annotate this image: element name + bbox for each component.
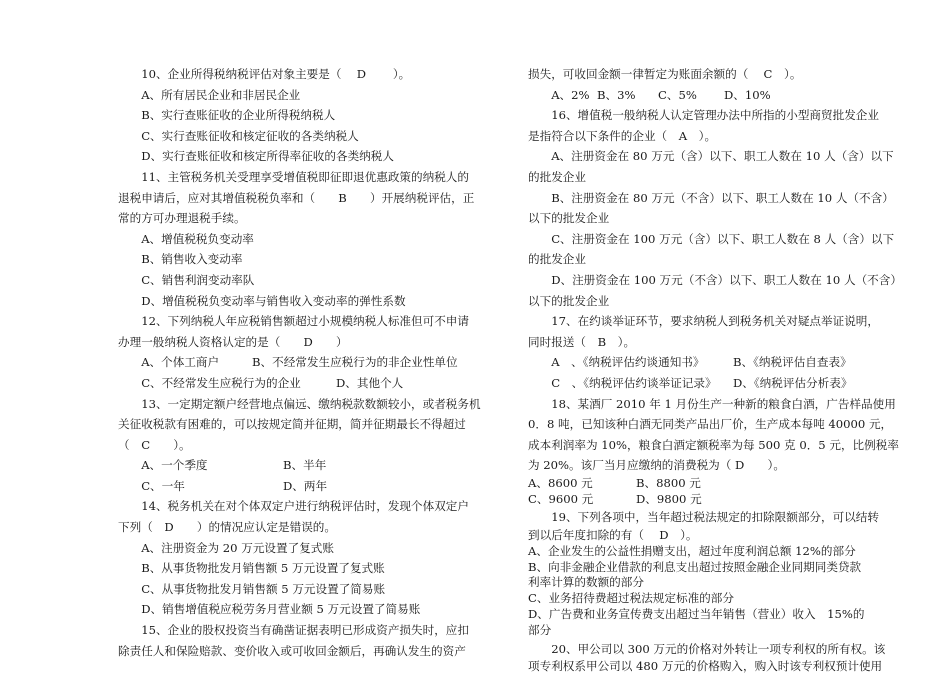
- text-line: 19、下列各项中，当年超过税法规定的扣除限额部分，可以结转: [528, 510, 879, 525]
- text-line: [118, 476, 462, 497]
- text-line: A、企业发生的公益性捐赠支出，超过年度利润总额 12%的部分: [528, 543, 856, 558]
- text-line: 20、甲公司以 300 万元的价格对外转让一项专利权的所有权。该: [528, 641, 886, 656]
- text-line: [118, 373, 462, 394]
- text-line: 项专利权系甲公司以 480 万元的价格购入，购入时该专利权预计使用: [528, 659, 883, 674]
- text-line: B、注册资金在 80 万元（不含）以下、职工人数在 10 人（不含）: [528, 190, 894, 205]
- option-text: B、《纳税评估自查表》: [733, 355, 852, 370]
- text-line: [528, 373, 894, 394]
- text-line: A、所有居民企业和非居民企业: [118, 87, 301, 102]
- text-line: C、销售利润变动率队: [118, 272, 255, 287]
- text-line: D、增值税税负变动率与销售收入变动率的弹性系数: [118, 293, 406, 308]
- left-column: [118, 64, 481, 661]
- text-line: 办理一般纳税人资格认定的是（ D ）: [118, 334, 348, 349]
- text-line: 部分: [528, 622, 552, 637]
- option-text: C、9600 元: [528, 491, 594, 506]
- text-line: 17、在约谈举证环节，要求纳税人到税务机关对疑点举证说明，: [528, 314, 879, 329]
- text-line: （ C ）。: [118, 437, 191, 452]
- text-line: 除责任人和保险赔款、变价收入或可收回金额后，再确认发生的资产: [118, 643, 466, 658]
- text-line: 退税申请后，应对其增值税税负率和（ B ）开展纳税评估，正: [118, 190, 475, 205]
- text-line: 10、企业所得税纳税评估对象主要是（ D ）。: [118, 67, 411, 81]
- text-line: 以下的批发企业: [528, 293, 610, 308]
- option-text: D、两年: [283, 478, 328, 493]
- text-line: D、销售增值税应税劳务月营业额 5 万元设置了简易账: [118, 602, 421, 617]
- option-text: A、8600 元: [528, 475, 593, 490]
- text-line: C、注册资金在 100 万元（含）以下、职工人数在 8 人（含）以下: [528, 231, 895, 246]
- text-line: 常的方可办理退税手续。: [118, 211, 246, 226]
- option-text: C 、《纳税评估约谈举证记录》: [528, 375, 717, 390]
- text-line: 损失，可收回金额一律暂定为账面余额的（ C ）。: [528, 67, 802, 81]
- option-text: C、不经常发生应税行为的企业: [118, 375, 301, 390]
- option-text: D、其他个人: [336, 375, 404, 390]
- text-line: 15、企业的股权投资当有确凿证据表明已形成资产损失时，应扣: [118, 623, 469, 638]
- text-line: 11、主管税务机关受理享受增值税即征即退优惠政策的纳税人的: [118, 169, 469, 184]
- text-line: B、实行查账征收的企业所得税纳税人: [118, 108, 336, 123]
- text-line: 成本利润率为 10%，粮食白酒定额税率为每 500 克 0．5 元，比例税率: [528, 437, 899, 452]
- text-line: [118, 455, 462, 476]
- text-line: 是指符合以下条件的企业（ A ）。: [528, 128, 717, 143]
- text-line: A、注册资金在 80 万元（含）以下、职工人数在 10 人（含）以下: [528, 149, 894, 164]
- text-line: 同时报送（ B ）。: [528, 334, 636, 349]
- text-line: 0．8 吨，已知该种白酒无同类产品出厂价，生产成本每吨 40000 元，: [528, 417, 893, 432]
- option-text: A 、《纳税评估约谈通知书》: [528, 355, 705, 370]
- text-line: 为 20%。该厂当月应缴纳的消费税为（ D ）。: [528, 458, 785, 473]
- text-line: 16、增值税一般纳税人认定管理办法中所指的小型商贸批发企业: [528, 108, 879, 123]
- text-line: 到以后年度扣除的有（ D ）。: [528, 528, 698, 543]
- right-column: [528, 64, 902, 675]
- option-text: A、个体工商户: [118, 355, 220, 370]
- text-line: C、实行查账征收和核定征收的各类纳税人: [118, 128, 359, 143]
- text-line: [528, 352, 894, 373]
- text-line: 以下的批发企业: [528, 211, 610, 226]
- text-line: C、业务招待费超过税法规定标准的部分: [528, 591, 734, 606]
- option-text: B、半年: [283, 458, 327, 473]
- text-line: 12、下列纳税人年应税销售额超过小规模纳税人标准但可不申请: [118, 314, 469, 329]
- option-text: D、《纳税评估分析表》: [733, 375, 853, 390]
- text-line: 关征收税款有困难的，可以按规定简并征期，简并征期最长不得超过: [118, 417, 466, 432]
- text-line: B、向非金融企业借款的利息支出超过按照金融企业同期同类贷款: [528, 559, 862, 574]
- text-line: 的批发企业: [528, 252, 586, 267]
- text-line: 的批发企业: [528, 169, 586, 184]
- option-text: B、3%: [597, 87, 636, 102]
- text-line: 14、税务机关在对个体双定户进行纳税评估时，发现个体双定户: [118, 499, 469, 514]
- text-line: [528, 476, 894, 492]
- text-line: B、从事货物批发月销售额 5 万元设置了复式账: [118, 561, 385, 576]
- option-text: C、一年: [118, 478, 185, 493]
- text-line: D、注册资金在 100 万元（不含）以下、职工人数在 10 人（不含）: [528, 272, 902, 287]
- option-text: D、10%: [724, 87, 771, 102]
- text-line: 下列（ D ）的情况应认定是错误的。: [118, 520, 336, 535]
- text-line: 利率计算的数额的部分: [528, 575, 644, 590]
- text-line: 18、某酒厂 2010 年 1 月份生产一种新的粮食白酒，广告样品使用: [528, 396, 896, 411]
- option-text: A、一个季度: [118, 458, 208, 473]
- option-text: B、不经常发生应税行为的非企业性单位: [252, 355, 458, 370]
- option-text: B、8800 元: [636, 475, 701, 490]
- text-line: [528, 85, 894, 106]
- text-line: 13、一定期定额户经营地点偏远、缴纳税款数额较小，或者税务机: [118, 396, 481, 411]
- option-text: D、9800 元: [636, 491, 702, 506]
- text-line: [118, 352, 462, 373]
- text-line: C、从事货物批发月销售额 5 万元设置了简易账: [118, 581, 386, 596]
- option-text: A、2%: [528, 87, 590, 102]
- option-text: C、5%: [658, 87, 697, 102]
- text-line: A、注册资金为 20 万元设置了复式账: [118, 540, 334, 555]
- text-line: D、实行查账征收和核定所得率征收的各类纳税人: [118, 149, 394, 164]
- text-line: [528, 492, 894, 508]
- text-line: A、增值税税负变动率: [118, 231, 254, 246]
- text-line: B、销售收入变动率: [118, 252, 243, 267]
- text-line: D、广告费和业务宣传费支出超过当年销售（营业）收入 15%的: [528, 607, 865, 622]
